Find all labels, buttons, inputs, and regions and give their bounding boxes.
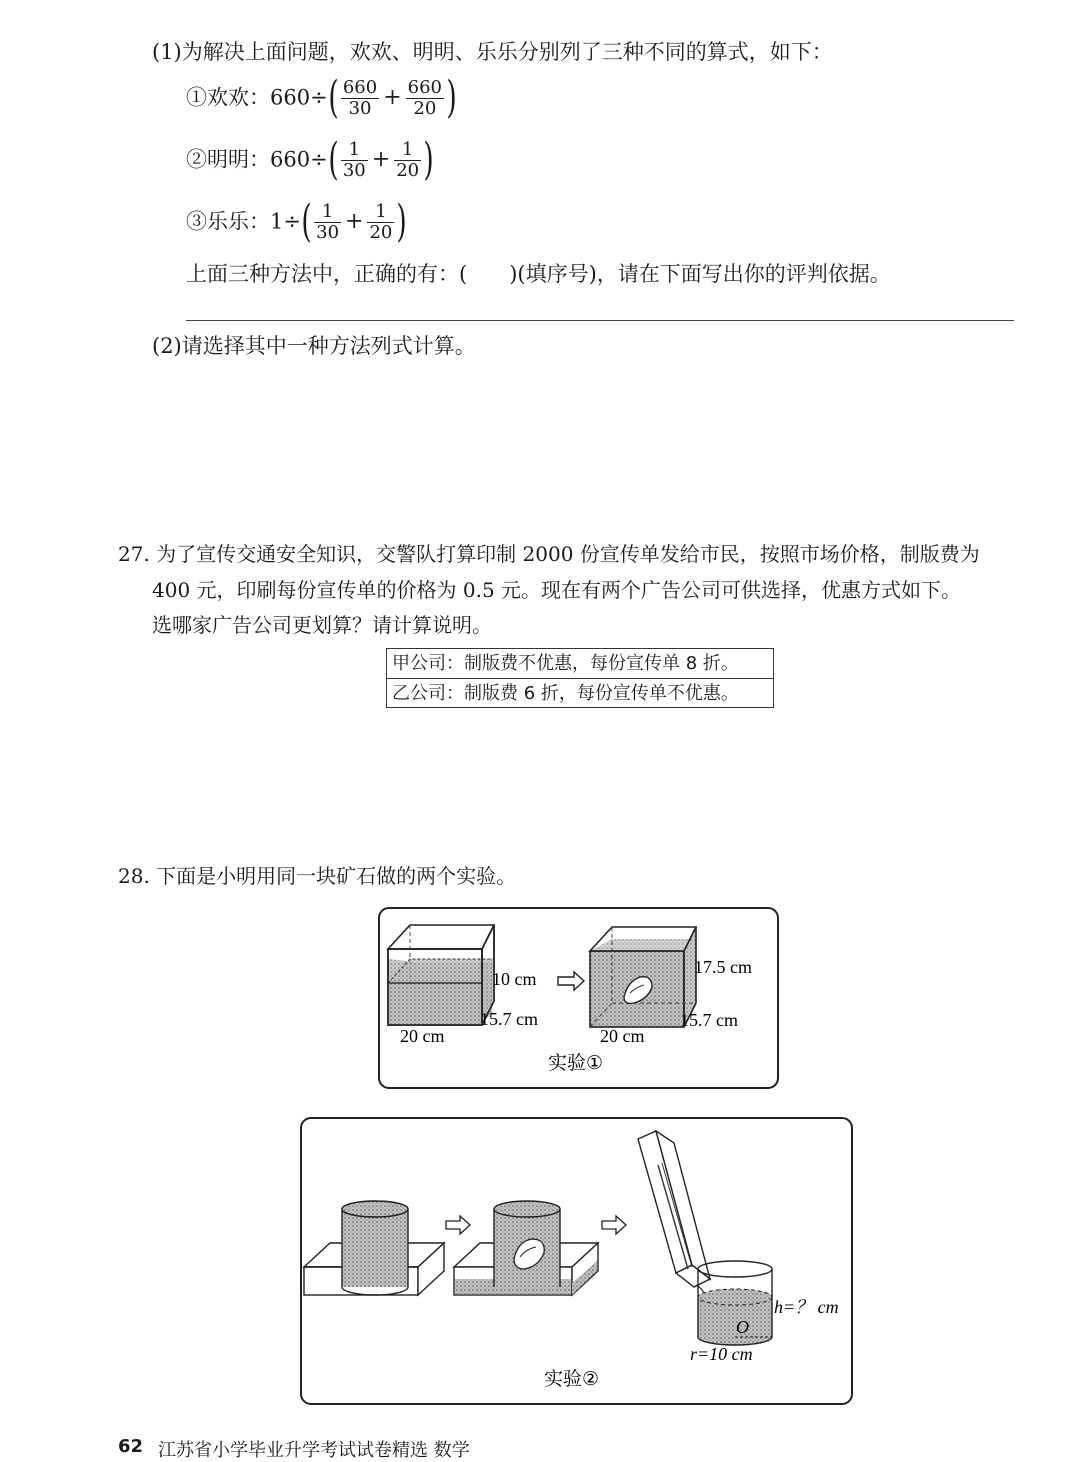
numerator: 1: [314, 202, 341, 223]
arrow-right-icon: [446, 1216, 470, 1234]
fraction: [406, 78, 444, 119]
exp2-radius-label: r=10 cm: [690, 1344, 753, 1364]
page-number: 62: [118, 1436, 144, 1457]
q27-line1: 27. 为了宣传交通安全知识，交警队打算印制 2000 份宣传单发给市民，按照市场价格，制版费为: [118, 542, 980, 566]
plus-sign: +: [383, 84, 402, 110]
exp1-height-label: 10 cm: [492, 969, 537, 989]
cube-before: [388, 925, 494, 1025]
q26-part1-intro: (1)为解决上面问题，欢欢、明明、乐乐分别列了三种不同的算式，如下：: [152, 40, 833, 64]
numerator: 1: [367, 202, 394, 223]
q27-line2: 400 元，印刷每份宣传单的价格为 0.5 元。现在有两个广告公司可供选择，优惠方式如下。: [152, 578, 962, 602]
numerator: 1: [341, 140, 368, 161]
exp1-after-depth-label: 15.7 cm: [680, 1010, 738, 1030]
left-paren: (: [328, 134, 339, 185]
cylinder-in-tray-before: [304, 1201, 444, 1295]
formula-huanhuan: [186, 72, 457, 123]
formula-label: ①欢欢：660÷: [186, 85, 328, 110]
plus-sign: +: [371, 146, 391, 172]
exp2-caption: 实验②: [544, 1368, 600, 1390]
formula-mingming: [186, 134, 434, 185]
formula-label: ③乐乐：1÷: [186, 209, 301, 234]
exp1-after-height-label: 17.5 cm: [694, 957, 752, 977]
arrow-right-icon: [558, 972, 584, 990]
exp1-caption: 实验①: [548, 1052, 604, 1074]
exp1-depth-label: 15.7 cm: [480, 1009, 538, 1029]
exp2-h-label: h=？ cm: [774, 1297, 839, 1317]
arrow-right-icon: [602, 1216, 626, 1234]
exp2-center-label: O: [736, 1317, 749, 1337]
fraction: [394, 140, 421, 181]
q28-title: 28. 下面是小明用同一块矿石做的两个实验。: [118, 864, 517, 888]
cylinder-in-tray-after: [454, 1201, 598, 1295]
right-paren: ): [396, 196, 408, 247]
fraction: [314, 202, 341, 243]
fraction: [341, 140, 368, 181]
offer-table: [386, 648, 774, 708]
denominator: 30: [348, 97, 372, 119]
answer-line[interactable]: [186, 320, 1014, 321]
formula-label: ②明明：660÷: [186, 147, 328, 172]
denominator: 20: [396, 159, 420, 181]
q26-judge-prompt: 上面三种方法中，正确的有：( )(填序号)，请在下面写出你的评判依据。: [186, 262, 891, 286]
numerator: 1: [394, 140, 421, 161]
offer-jia: 甲公司：制版费不优惠，每份宣传单 8 折。: [392, 653, 739, 674]
exp1-width-label: 20 cm: [400, 1026, 445, 1046]
numerator: 660: [342, 76, 378, 98]
denominator: 30: [342, 159, 366, 181]
fraction: [341, 78, 379, 119]
right-paren: ): [446, 72, 457, 123]
offer-yi: 乙公司：制版费 6 折，每份宣传单不优惠。: [387, 678, 773, 708]
left-paren: (: [328, 72, 339, 123]
pouring-tray: [638, 1131, 710, 1303]
experiment-1-diagram: [378, 907, 780, 1091]
plus-sign: +: [345, 208, 364, 234]
book-title: 江苏省小学毕业升学考试试卷精选 数学: [158, 1440, 470, 1461]
formula-lele: [186, 196, 408, 247]
numerator: 660: [407, 76, 443, 98]
denominator: 20: [413, 97, 437, 119]
left-paren: (: [301, 196, 312, 247]
denominator: 20: [369, 221, 393, 243]
exp1-after-width-label: 20 cm: [600, 1026, 645, 1046]
experiment-2-diagram: [300, 1117, 854, 1407]
fraction: [367, 202, 394, 243]
right-paren: ): [423, 134, 434, 185]
q26-part2: (2)请选择其中一种方法列式计算。: [152, 334, 476, 358]
q27-line3: 选哪家广告公司更划算？请计算说明。: [152, 613, 492, 637]
denominator: 30: [316, 221, 340, 243]
